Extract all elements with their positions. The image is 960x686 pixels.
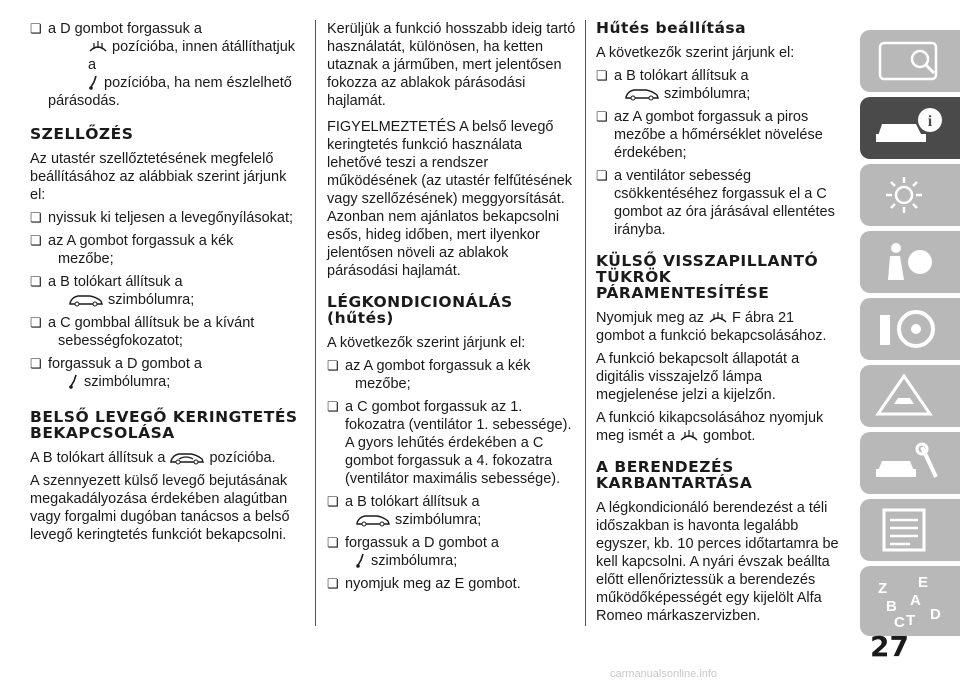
ac-bullet-2: ❏ a C gombot forgassuk az 1. fokozatra (ventilátor 1. sebessége). A gyors lehűtés érdekében a C gombot forgassuk a 4. fokozatra (ventilátor maximális sebessége).	[327, 398, 577, 488]
page-number: 27	[870, 630, 909, 663]
heading-maintenance: A BERENDEZÉS KARBANTARTÁSA	[596, 458, 753, 492]
rear-defrost-icon	[88, 39, 108, 55]
heading-mirror-defrost: KÜLSŐ VISSZAPILLANTÓ TÜKRÖK PÁRAMENTESÍTÉSE	[596, 252, 819, 302]
heading-air-conditioning: LÉGKONDICIONÁLÁS (hűtés)	[327, 293, 513, 327]
recirculation-icon	[169, 451, 205, 465]
specs-icon	[874, 508, 944, 552]
vent-intro: Az utastér szellőztetésének megfelelő beállításához az alábbiak szerint járjunk el:	[30, 151, 287, 203]
heading-recirculation: BELSŐ LEVEGŐ KERINGTETÉS BEKAPCSOLÁSA	[30, 408, 298, 442]
index-letter: B	[886, 598, 897, 615]
ac-intro: A következők szerint járjunk el:	[327, 335, 526, 351]
vent-bullet-1: ❏ nyissuk ki teljesen a levegőnyílásokat;	[30, 209, 300, 227]
roadside-icon	[874, 374, 944, 418]
tab-car-info[interactable]	[860, 97, 960, 159]
warning-light-icon	[874, 173, 944, 217]
tab-specs[interactable]	[860, 499, 960, 561]
mirror-paragraph-1: Nyomjuk meg az F ábra 21 gombot a funkció bekapcsolásához.	[596, 310, 827, 344]
outside-air-icon	[68, 293, 104, 307]
vent-bullet-4: ❏ a C gombbal állítsuk be a kívánt sebességfokozatot;	[30, 314, 300, 350]
index-letter: C	[894, 614, 905, 631]
intro-bullet	[30, 20, 300, 110]
vent-bullet-2: ❏ az A gombot forgassuk a kék mezőbe;	[30, 232, 300, 268]
column-3	[596, 20, 846, 630]
outside-air-icon	[355, 513, 391, 527]
column-1	[30, 20, 300, 549]
index-letter: D	[930, 606, 941, 623]
column-2	[327, 20, 577, 598]
tab-roadside[interactable]	[860, 365, 960, 427]
rear-defrost-icon	[679, 428, 699, 444]
intro-text-1: a D gombot forgassuk a	[48, 21, 202, 37]
recirc-paragraph-2: A szennyezett külső levegő bejutásának megakadályozása érdekében alagútban vagy forgalmi dugóban tanácsos a belső levegő keringtetés funkciót bekapcsolni.	[30, 473, 290, 543]
recirc-warning: FIGYELMEZTETÉS A belső levegő keringtetés funkció használata lehetővé teszi a rendszer működésének (az utastér felfűtésének vagy szellőzésének) meggyorsítását. Azonban nem ajánlatos bekapcsolni esős, hideg időben, mert ilyenkor jelentősen növeli az ablakok párásodási hajlamát.	[327, 119, 573, 279]
outside-air-icon	[624, 87, 660, 101]
heat-bullet-1: ❏ a B tolókart állítsuk a szimbólumra;	[596, 67, 846, 103]
column-divider	[585, 20, 586, 626]
ac-bullet-5: ❏ nyomjuk meg az E gombot.	[327, 575, 577, 593]
tab-steering[interactable]	[860, 298, 960, 360]
tab-warning-lights[interactable]	[860, 164, 960, 226]
intro-text-2: pozícióba, innen átállíthatjuk a	[88, 39, 296, 73]
index-letter: Z	[878, 580, 888, 597]
airbag-icon	[874, 240, 944, 284]
dashboard-icon	[874, 39, 944, 83]
maintenance-paragraph: A légkondicionáló berendezést a téli időszakban is havonta legalább egyszer, kb. 10 perces időtartamra be kell kapcsolni. A nyári évszak beállta előtt ellenőriztessük a berendezés működőképességét egy kijelölt Alfa Romeo márkaszervizben.	[596, 500, 839, 624]
chapter-sidebar	[860, 30, 960, 642]
mirror-paragraph-2: A funkció bekapcsolt állapotát a digitális visszajelző lámpa megjelenése jelzi a kijelzőn.	[596, 351, 800, 403]
vent-bullet-5: ❏ forgassuk a D gombot a szimbólumra;	[30, 355, 300, 391]
heat-bullet-2: ❏ az A gombot forgassuk a piros mezőbe a hőmérséklet növelése érdekében;	[596, 108, 846, 162]
svg-text:i: i	[927, 113, 933, 130]
mirror-paragraph-3: A funkció kikapcsolásához nyomjuk meg ismét a gombot.	[596, 410, 824, 444]
index-letter: A	[910, 592, 921, 609]
ac-bullet-1: ❏ az A gombot forgassuk a kék mezőbe;	[327, 357, 577, 393]
intro-text-4: párásodás.	[48, 93, 120, 109]
tab-maintenance[interactable]	[860, 432, 960, 494]
tab-dashboard[interactable]	[860, 30, 960, 92]
heading-ventilation: SZELLŐZÉS	[30, 125, 134, 143]
face-vent-icon	[68, 374, 80, 390]
intro-text-3: pozícióba, ha nem észlelhető	[104, 75, 292, 91]
car-info-icon	[874, 106, 944, 150]
ac-bullet-4: ❏ forgassuk a D gombot a szimbólumra;	[327, 534, 577, 570]
maintenance-icon	[874, 441, 944, 485]
steering-icon	[874, 307, 944, 351]
recirc-paragraph-1: A B tolókart állítsuk a pozícióba.	[30, 450, 276, 466]
index-letter: T	[906, 612, 916, 629]
tab-index[interactable]	[860, 566, 960, 636]
vent-bullet-3: ❏ a B tolókart állítsuk a szimbólumra;	[30, 273, 300, 309]
ac-bullet-3: ❏ a B tolókart állítsuk a szimbólumra;	[327, 493, 577, 529]
index-letter: E	[918, 575, 929, 591]
floor-vent-icon	[88, 75, 100, 91]
heading-heating: Hűtés beállítása	[596, 19, 747, 37]
heat-bullet-3: ❏ a ventilátor sebesség csökkentéséhez forgassuk el a C gombot az óra járásával ellentétes irányba.	[596, 167, 846, 239]
face-vent-icon	[355, 553, 367, 569]
watermark: carmanualsonline.info	[610, 668, 718, 680]
index-icon	[874, 575, 954, 631]
heat-intro: A következők szerint járjunk el:	[596, 45, 795, 61]
recirc-caution: Kerüljük a funkció hosszabb ideig tartó használatát, különösen, ha ketten utaznak a járműben, mert jelentősen fokozza az ablakok párásodási hajlamát.	[327, 21, 576, 109]
tab-airbag[interactable]	[860, 231, 960, 293]
rear-defrost-icon	[708, 310, 728, 326]
column-divider	[315, 20, 316, 626]
